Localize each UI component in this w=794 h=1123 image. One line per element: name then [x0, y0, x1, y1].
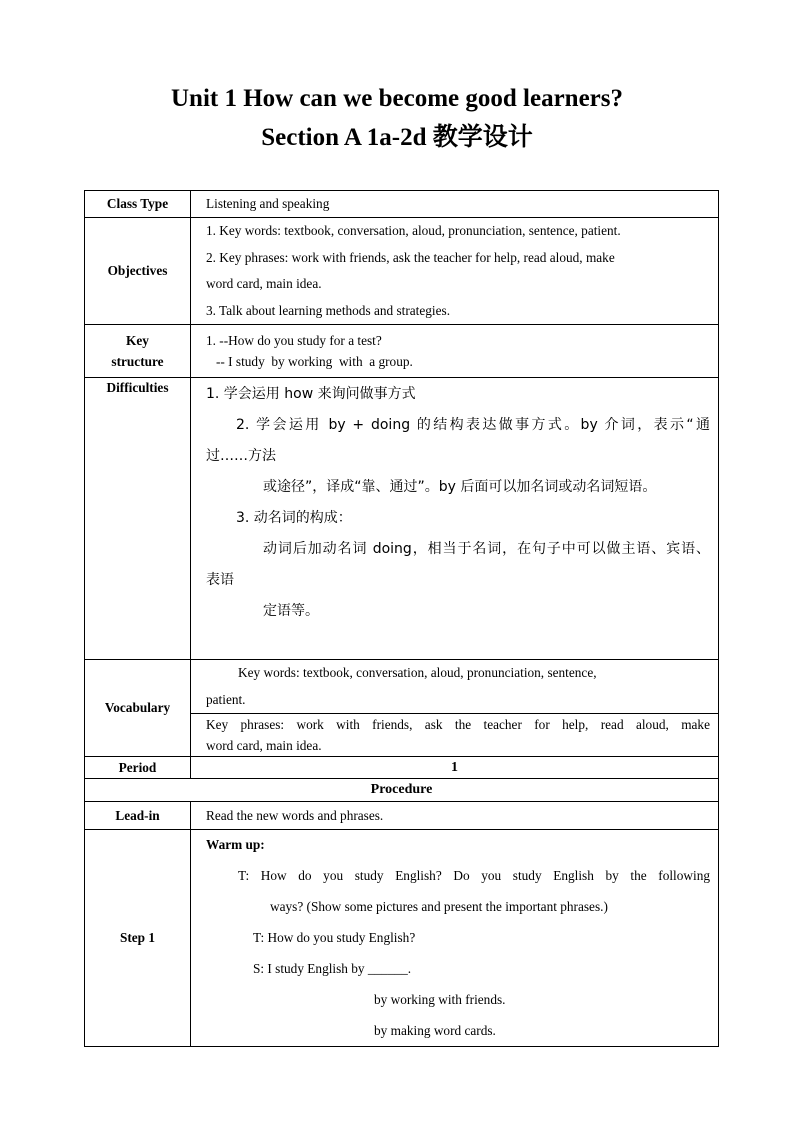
period-row: [85, 757, 719, 779]
key-structure-content: [191, 325, 719, 378]
difficulty-line: 过……方法: [206, 448, 276, 464]
difficulty-line: 定语等。: [263, 603, 319, 619]
step1-row: [85, 830, 719, 1047]
objectives-content: [191, 218, 719, 325]
document-title: Unit 1 How can we become good learners?: [170, 85, 623, 112]
period-value: 1: [191, 757, 719, 779]
vocabulary-phrases-line: Key phrases: work with friends, ask the teacher for help, read aloud, make: [206, 717, 710, 732]
difficulty-line: 3. 动名词的构成：: [236, 510, 352, 526]
objective-line: 2. Key phrases: work with friends, ask the teacher for help, read aloud, make: [206, 249, 615, 265]
vocabulary-words-row: [85, 660, 719, 714]
step1-line: ways? (Show some pictures and present the important phrases.): [270, 899, 608, 914]
lead-in-value: Read the new words and phrases.: [191, 802, 719, 830]
step1-line: S: I study English by ______.: [253, 961, 412, 976]
procedure-row: [85, 779, 719, 802]
objective-line: word card, main idea.: [206, 276, 322, 291]
objectives-label: Objectives: [85, 218, 191, 325]
key-structure-label-line: structure: [111, 354, 164, 369]
step1-line: by making word cards.: [374, 1023, 496, 1038]
step1-heading: Warm up:: [206, 837, 265, 852]
difficulty-line: 2. 学会运用 by + doing 的结构表达做事方式。by 介词，表示“通: [236, 417, 710, 433]
procedure-heading: Procedure: [85, 779, 719, 802]
difficulty-line: 或途径”，译成“靠、通过”。by 后面可以加名词或动名词短语。: [263, 479, 657, 495]
difficulty-line: 表语: [206, 572, 234, 588]
difficulty-line: 动词后加动名词 doing，相当于名词，在句子中可以做主语、宾语、: [263, 541, 710, 557]
objective-line: 1. Key words: textbook, conversation, aloud, pronunciation, sentence, patient.: [206, 223, 621, 238]
step1-label: Step 1: [85, 830, 191, 1047]
lesson-plan-table: [84, 190, 719, 1047]
key-structure-label-line: Key: [126, 333, 149, 348]
difficulty-line: 1. 学会运用 how 来询问做事方式: [206, 386, 416, 402]
key-structure-row: [85, 325, 719, 378]
document-subtitle: Section A 1a-2d 教学设计: [261, 124, 533, 151]
period-label: Period: [85, 757, 191, 779]
step1-line: T: How do you study English? Do you study English by the following: [238, 868, 710, 883]
key-structure-line: -- I study by working with a group.: [206, 354, 413, 369]
vocabulary-phrases-line: word card, main idea.: [206, 738, 322, 753]
vocabulary-label: Vocabulary: [85, 660, 191, 757]
class-type-label: Class Type: [85, 191, 191, 218]
step1-line: T: How do you study English?: [253, 930, 416, 945]
difficulties-row: [85, 378, 719, 660]
objectives-row: [85, 218, 719, 325]
step1-content: [191, 830, 719, 1047]
lead-in-label: Lead-in: [85, 802, 191, 830]
class-type-row: [85, 191, 719, 218]
objective-line: 3. Talk about learning methods and strategies.: [206, 302, 451, 318]
vocabulary-phrases: [191, 714, 719, 757]
step1-line: by working with friends.: [374, 992, 506, 1007]
vocabulary-words-line: patient.: [206, 691, 246, 707]
vocabulary-words-line: Key words: textbook, conversation, aloud, pronunciation, sentence,: [238, 665, 597, 680]
difficulties-label: Difficulties: [85, 378, 191, 660]
class-type-value: Listening and speaking: [191, 191, 719, 218]
difficulties-content: [191, 378, 719, 660]
lead-in-row: [85, 802, 719, 830]
key-structure-label: [85, 325, 191, 378]
key-structure-line: 1. --How do you study for a test?: [206, 333, 382, 348]
vocabulary-words: [191, 660, 719, 714]
